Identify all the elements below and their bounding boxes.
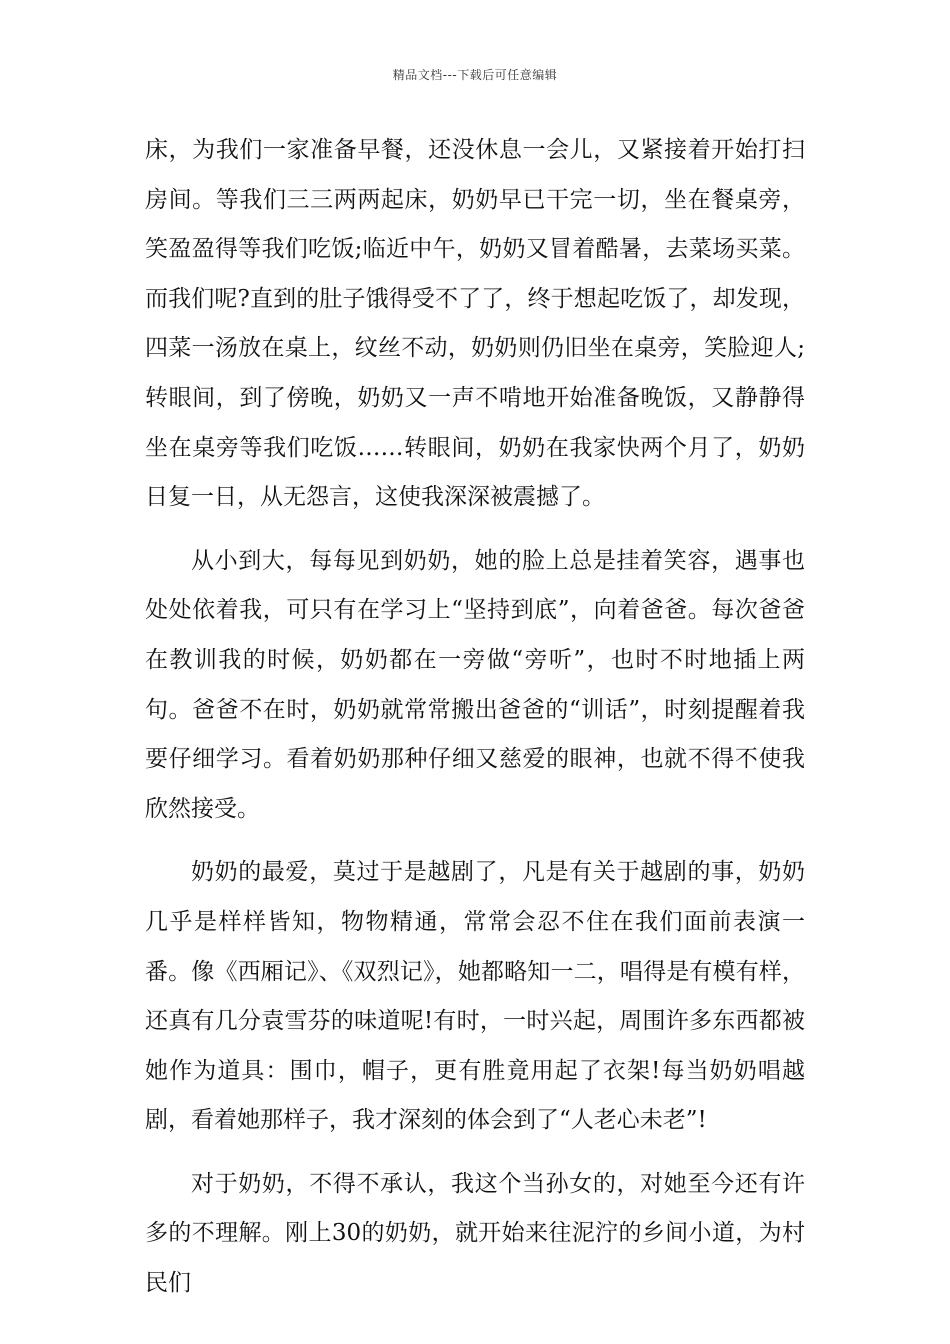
paragraph-4: 对于奶奶，不得不承认，我这个当孙女的，对她至今还有许多的不理解。刚上30的奶奶，就开始来往泥泞的乡间小道，为村民们 — [145, 1170, 805, 1297]
body-text — [145, 126, 805, 1309]
page-header: 精品文档---下载后可任意编辑 — [392, 68, 558, 82]
paragraph-3: 奶奶的最爱，莫过于是越剧了，凡是有关于越剧的事，奶奶几乎是样样皆知，物物精通，常常会忍不住在我们面前表演一番。像《西厢记》、《双烈记》，她都略知一二，唱得是有模有样，还真有几分袁雪芬的味道呢!有时，一时兴起，周围许多东西都被她作为道具：围巾，帽子，更有胜竟用起了衣架!每当奶奶唱越剧，看着她那样子，我才深刻的体会到了“人老心未老”! — [145, 859, 805, 1134]
paragraph-2: 从小到大，每每见到奶奶，她的脸上总是挂着笑容，遇事也处处依着我，可只有在学习上“坚持到底”，向着爸爸。每次爸爸在教训我的时候，奶奶都在一旁做“旁听”，也时不时地插上两句。爸爸不在时，奶奶就常常搬出爸爸的“训话”，时刻提醒着我要仔细学习。看着奶奶那种仔细又慈爱的眼神，也就不得不使我欣然接受。 — [145, 547, 805, 822]
paragraph-1: 床，为我们一家准备早餐，还没休息一会儿，又紧接着开始打扫房间。等我们三三两两起床，奶奶早已干完一切，坐在餐桌旁，笑盈盈得等我们吃饭;临近中午，奶奶又冒着酷暑，去菜场买菜。而我们呢?直到的肚子饿得受不了了，终于想起吃饭了，却发现，四菜一汤放在桌上，纹丝不动，奶奶则仍旧坐在桌旁，笑脸迎人;转眼间，到了傍晚，奶奶又一声不啃地开始准备晚饭，又静静得坐在桌旁等我们吃饭……转眼间，奶奶在我家快两个月了，奶奶日复一日，从无怨言，这使我深深被震撼了。 — [145, 137, 805, 511]
